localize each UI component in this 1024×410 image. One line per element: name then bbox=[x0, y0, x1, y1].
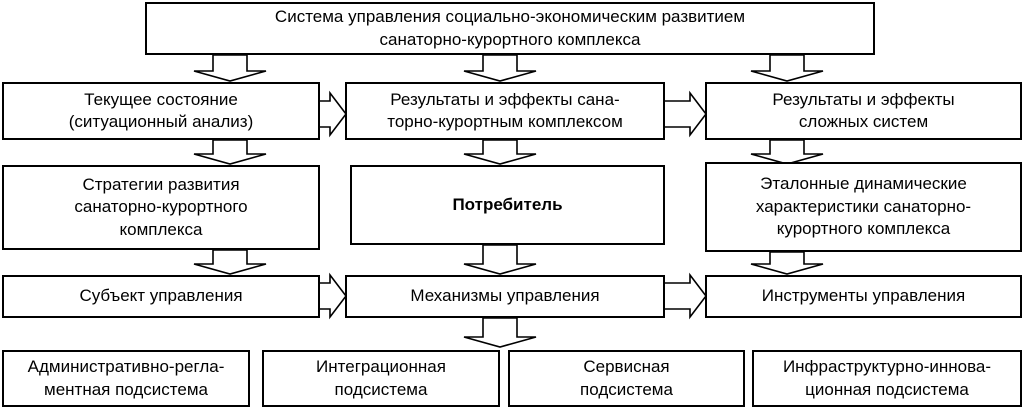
box-line: Инфраструктурно-иннова- bbox=[782, 357, 992, 377]
box-line: подсистема bbox=[334, 379, 428, 399]
down-arrow bbox=[751, 140, 823, 164]
box-line: ментная подсистема bbox=[44, 379, 208, 399]
development-strategies-box bbox=[2, 165, 320, 250]
down-arrow bbox=[751, 252, 823, 274]
box-line: Сервисная bbox=[583, 357, 670, 377]
system-management-title-box bbox=[145, 2, 875, 55]
box-line: ционная подсистема bbox=[805, 379, 969, 399]
down-arrow bbox=[194, 140, 266, 164]
box-line: Текущее состояние bbox=[84, 89, 238, 109]
box-line: Система управления социально-экономическим развитием bbox=[274, 7, 746, 27]
consumer-box bbox=[350, 165, 665, 245]
reference-characteristics-box bbox=[705, 162, 1022, 252]
right-arrow bbox=[319, 275, 346, 317]
box-line: (ситуационный анализ) bbox=[68, 112, 254, 131]
right-arrow bbox=[664, 275, 706, 317]
box-line: Административно-регла- bbox=[27, 357, 225, 377]
management-instruments-box bbox=[705, 275, 1022, 318]
current-state-box bbox=[2, 82, 320, 140]
resort-results-box bbox=[345, 82, 665, 140]
down-arrow bbox=[464, 318, 536, 347]
box-line: Потребитель bbox=[452, 194, 563, 214]
box-line: курортного комплекса bbox=[776, 219, 951, 239]
box-line: Интеграционная bbox=[316, 357, 446, 377]
box-line: санаторно-курортного комплекса bbox=[379, 29, 641, 49]
management-mechanisms-box bbox=[345, 275, 665, 318]
box-line: Стратегии развития bbox=[82, 174, 240, 194]
down-arrow bbox=[464, 140, 536, 164]
infrastructure-subsystem-box bbox=[752, 350, 1022, 407]
complex-systems-results-box bbox=[705, 82, 1022, 140]
box-line: комплекса bbox=[119, 219, 203, 239]
administrative-subsystem-box bbox=[2, 350, 250, 407]
box-line: Субъект управления bbox=[79, 286, 243, 306]
box-line: характеристики санаторно- bbox=[755, 196, 972, 216]
box-line: Эталонные динамические bbox=[760, 174, 967, 194]
down-arrow bbox=[194, 250, 266, 274]
box-line: торно-курортным комплексом bbox=[387, 112, 623, 131]
box-line: сложных систем bbox=[798, 112, 929, 131]
box-line: Механизмы управления bbox=[410, 286, 600, 306]
down-arrow bbox=[464, 245, 536, 274]
right-arrow bbox=[664, 93, 706, 135]
down-arrow bbox=[464, 55, 536, 81]
right-arrow bbox=[319, 93, 346, 135]
box-line: Результаты и эффекты сана- bbox=[390, 89, 620, 109]
down-arrow bbox=[194, 55, 266, 81]
box-line: подсистема bbox=[580, 379, 673, 399]
box-line: Результаты и эффекты bbox=[772, 89, 955, 109]
down-arrow bbox=[751, 55, 823, 81]
integration-subsystem-box bbox=[262, 350, 500, 407]
service-subsystem-box bbox=[508, 350, 745, 407]
management-subject-box bbox=[2, 275, 320, 318]
box-line: Инструменты управления bbox=[761, 286, 966, 306]
box-line: санаторно-курортного bbox=[74, 197, 248, 217]
